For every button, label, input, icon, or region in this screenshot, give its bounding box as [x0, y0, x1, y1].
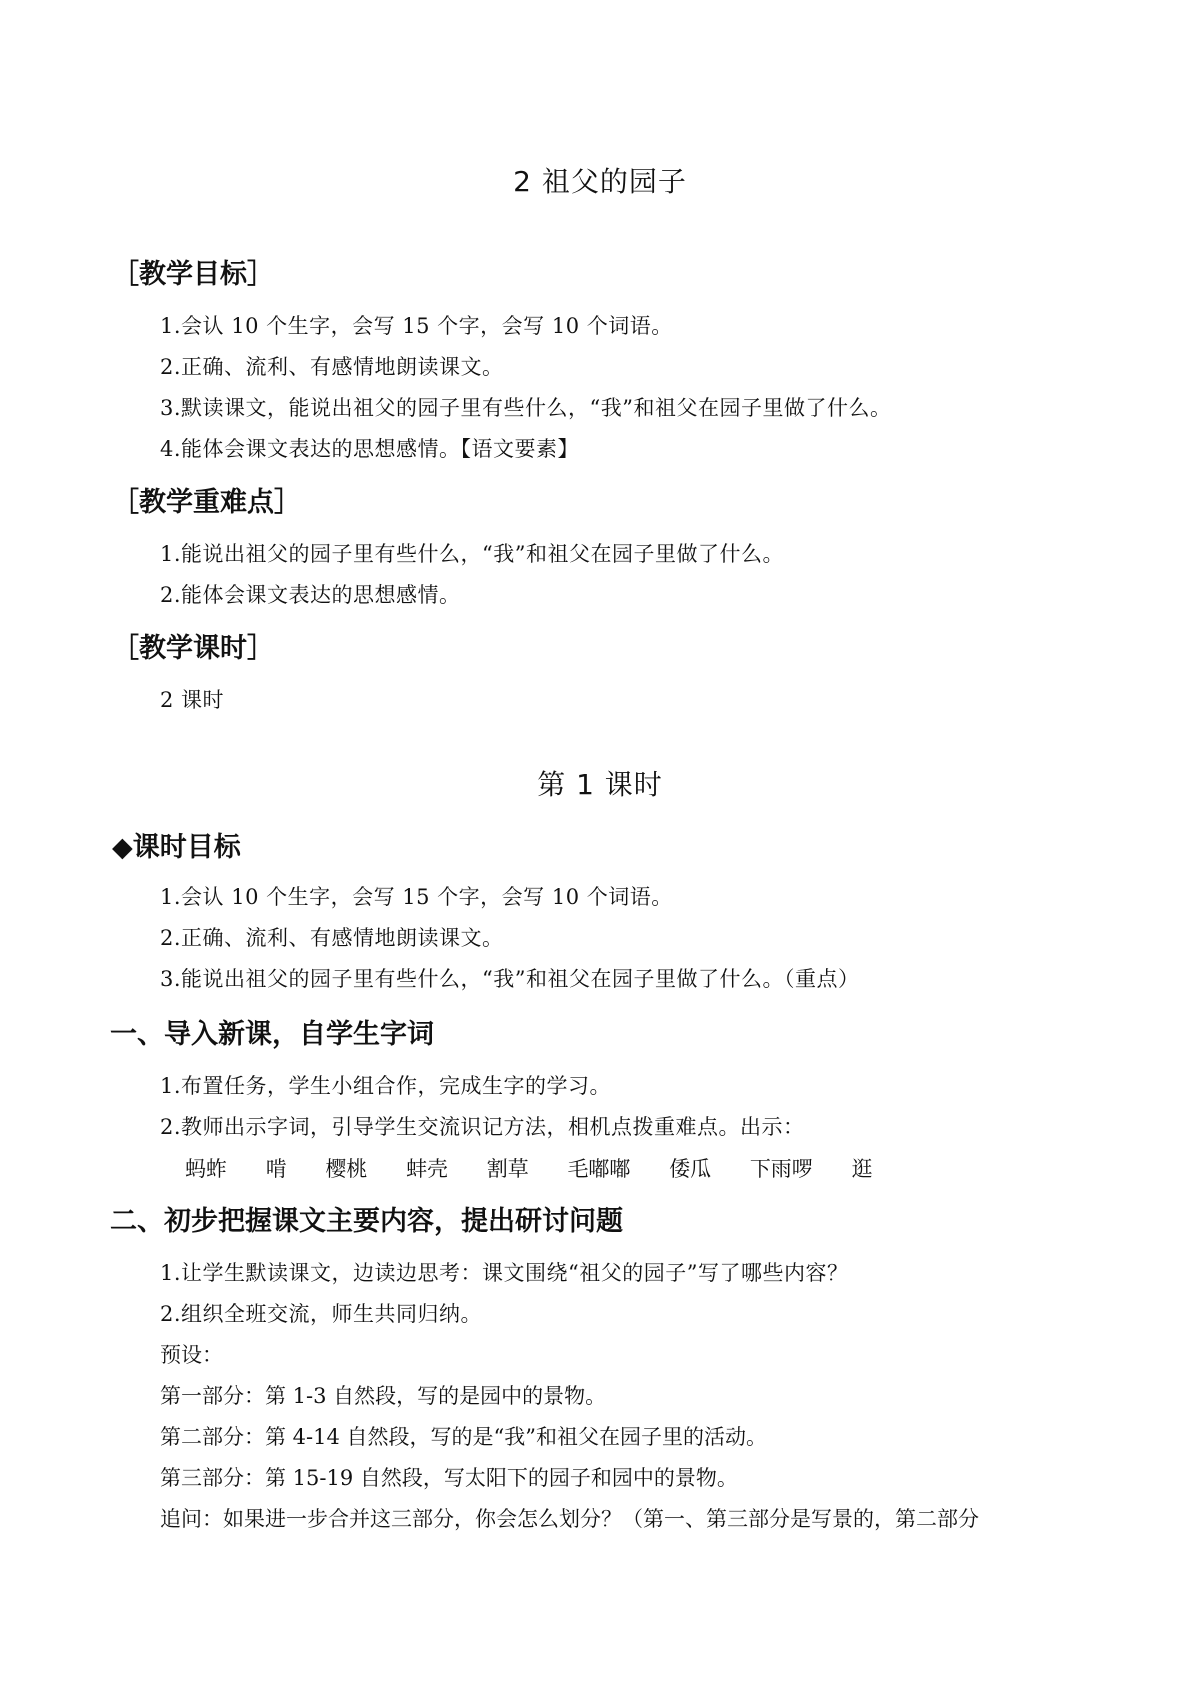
part1-heading: 一、导入新课，自学生字词 [110, 1019, 434, 1050]
hours-value: 2 课时 [160, 688, 225, 712]
lesson1-title: 第 1 课时 [537, 768, 663, 801]
goal-item: 1.会认 10 个生字，会写 15 个字，会写 10 个词语。 [160, 314, 673, 338]
part2-item: 2.组织全班交流，师生共同归纳。 [160, 1302, 483, 1326]
objective-item: 2.正确、流利、有感情地朗读课文。 [160, 926, 504, 950]
part2-item: 1.让学生默读课文，边读边思考：课文围绕“祖父的园子”写了哪些内容？ [160, 1261, 849, 1285]
vocab-list [185, 1153, 905, 1183]
vocab-word: 毛嘟嘟 [567, 1157, 631, 1181]
vocab-word: 蚂蚱 [185, 1157, 227, 1181]
objective-item: 3.能说出祖父的园子里有些什么，“我”和祖父在园子里做了什么。（重点） [160, 967, 860, 991]
preset-line: 第一部分：第 1-3 自然段，写的是园中的景物。 [160, 1384, 607, 1408]
hours-heading: ［教学课时］ [112, 633, 274, 664]
vocab-word: 蚌壳 [406, 1157, 449, 1181]
goal-item: 3.默读课文，能说出祖父的园子里有些什么，“我”和祖父在园子里做了什么。 [160, 396, 892, 420]
vocab-word: 下雨啰 [749, 1157, 813, 1181]
preset-label: 预设： [160, 1343, 223, 1367]
vocab-word: 逛 [851, 1157, 873, 1181]
key-point-item: 1.能说出祖父的园子里有些什么，“我”和祖父在园子里做了什么。 [160, 542, 785, 566]
goal-item: 2.正确、流利、有感情地朗读课文。 [160, 355, 504, 379]
key-point-item: 2.能体会课文表达的思想感情。 [160, 583, 461, 607]
followup-question: 追问：如果进一步合并这三部分，你会怎么划分？（第一、第三部分是写景的，第二部分 [160, 1507, 979, 1531]
goals-heading: ［教学目标］ [112, 259, 274, 290]
vocab-word: 倭瓜 [669, 1157, 712, 1181]
goal-item: 4.能体会课文表达的思想感情。【语文要素】 [160, 437, 580, 461]
objectives-heading: ◆课时目标 [112, 832, 241, 863]
part1-item: 1.布置任务，学生小组合作，完成生字的学习。 [160, 1074, 612, 1098]
key-points-heading: ［教学重难点］ [112, 487, 301, 518]
preset-line: 第三部分：第 15-19 自然段，写太阳下的园子和园中的景物。 [160, 1466, 738, 1490]
vocab-word: 樱桃 [325, 1157, 368, 1181]
part1-item: 2.教师出示字词，引导学生交流识记方法，相机点拨重难点。出示： [160, 1115, 805, 1139]
vocab-word: 割草 [486, 1157, 529, 1181]
preset-line: 第二部分：第 4-14 自然段，写的是“我”和祖父在园子里的活动。 [160, 1425, 767, 1449]
objective-item: 1.会认 10 个生字，会写 15 个字，会写 10 个词语。 [160, 885, 673, 909]
vocab-word: 啃 [265, 1157, 287, 1181]
document-title: 2 祖父的园子 [513, 165, 687, 198]
part2-heading: 二、初步把握课文主要内容，提出研讨问题 [110, 1206, 623, 1237]
